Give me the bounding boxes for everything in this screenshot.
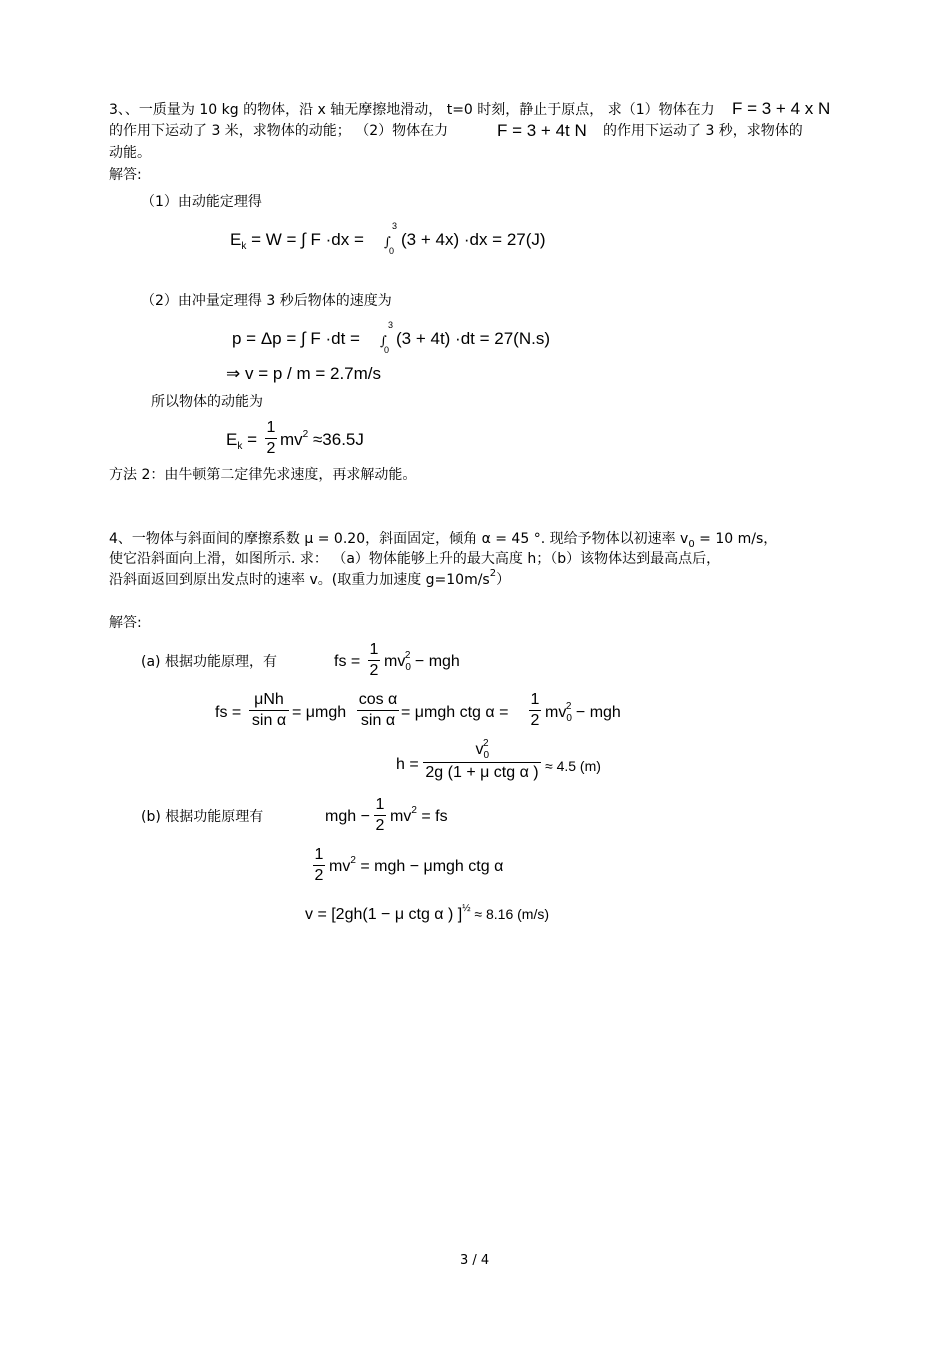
p4-h-result: ≈ 4.5 (m) bbox=[545, 758, 601, 774]
fraction-one-half: 1 2 bbox=[375, 796, 385, 834]
p4-h-lhs: h = bbox=[396, 756, 419, 773]
p4-a-eq2-lhs: fs = bbox=[215, 704, 242, 721]
fraction-cos-over-sin: cos α sin α bbox=[358, 691, 398, 729]
p3-step2: （2）由冲量定理得 3 秒后物体的速度为 bbox=[141, 293, 392, 309]
p4-b-eq1-lhs: mgh − bbox=[325, 808, 370, 825]
p3-line1: 3、、一质量为 10 kg 的物体，沿 x 轴无摩擦地滑动， t=0 时刻，静止于原点， 求（1）物体在力 bbox=[109, 102, 715, 118]
p3-line2: 的作用下运动了 3 米，求物体的动能； （2）物体在力 bbox=[109, 123, 449, 139]
p3-eq2-upper-limit: 3 bbox=[388, 320, 394, 330]
p4-answer-label: 解答: bbox=[109, 615, 142, 631]
p3-method2: 方法 2：由牛顿第二定律先求速度，再求解动能。 bbox=[109, 467, 417, 483]
p4-part-a-label: (a) 根据功能原理，有 bbox=[141, 654, 277, 670]
p3-eq2-lower-limit: 0 bbox=[384, 345, 390, 355]
fraction-h: $v_0^2$ 2g (1 + μ ctg α ) bbox=[423, 740, 541, 783]
p3-eq1-integrand: (3 + 4x) ·dx = 27(J) bbox=[401, 230, 546, 249]
p4-b-eq1-rhs: $mv^2$ = fs bbox=[390, 805, 448, 825]
p4-a-eq1-lhs: fs = bbox=[334, 653, 361, 670]
fraction-one-half: 1 2 bbox=[314, 846, 324, 884]
page-number: 3 / 4 bbox=[460, 1253, 490, 1268]
fraction-one-half: 1 2 bbox=[530, 691, 540, 729]
p4-line3: 沿斜面返回到原出发点时的速率 v。(取重力加速度 $g=10m/s^2$） bbox=[109, 568, 511, 588]
p4-a-eq1-rhs: $mv_0^2$ − mgh bbox=[384, 650, 460, 673]
p3-line3: 动能。 bbox=[109, 145, 151, 161]
p3-eq1-lower-limit: 0 bbox=[389, 246, 395, 256]
p3-eq2: p = Δp = ∫ F ·dt = bbox=[232, 329, 360, 348]
fraction-one-half: 1 2 bbox=[369, 641, 379, 679]
p3-force1: F = 3 + 4 x N bbox=[732, 99, 831, 118]
p3-eq4-lhs: $E_k$ = bbox=[226, 430, 257, 452]
p3-eq3: ⇒ v = p / m = 2.7m/s bbox=[226, 364, 382, 383]
fraction-one-half: 1 2 bbox=[266, 419, 276, 457]
p3-force2: F = 3 + 4t N bbox=[497, 121, 587, 140]
p3-step1: （1）由动能定理得 bbox=[141, 194, 262, 210]
p3-eq1-upper-limit: 3 bbox=[392, 221, 398, 231]
fraction-mu-nh-over-sin: μNh sin α bbox=[249, 690, 289, 731]
p4-a-eq2-mid: = μmgh bbox=[292, 704, 347, 721]
p4-b-eq2: $mv^2$ = mgh − μmgh ctg α bbox=[329, 855, 504, 875]
p4-a-eq2-right: = μmgh ctg α = bbox=[401, 704, 509, 721]
p4-part-b-label: (b) 根据功能原理有 bbox=[141, 809, 264, 825]
integral-sign: ∫ bbox=[380, 334, 387, 349]
p4-line2: 使它沿斜面向上滑，如图所示. 求： （a）物体能够上升的最大高度 h；（b）该物体达到最高点后， bbox=[109, 551, 721, 567]
p3-eq1: $E_k = W$ = ∫ F ·dx = bbox=[230, 230, 364, 252]
p4-a-eq2-end: $mv_0^2$ − mgh bbox=[545, 701, 621, 724]
p3-answer-label: 解答: bbox=[109, 167, 142, 183]
p3-eq2-integrand: (3 + 4t) ·dt = 27(N.s) bbox=[396, 329, 550, 348]
p4-b-eq3: v = [2gh(1 − μ ctg α ) ]$^{\frac{1}{2}}$ ≈ 8.16 (m/s) bbox=[305, 903, 550, 923]
p4-line1: 4、一物体与斜面间的摩擦系数 μ = 0.20，斜面固定，倾角 α = 45 °. 现给予物体以初速率 $v_0 = 10$ m/s， bbox=[109, 531, 778, 550]
integral-sign: ∫ bbox=[384, 235, 391, 250]
p3-step3: 所以物体的动能为 bbox=[151, 394, 263, 410]
p3-eq4-rhs: $mv^2 \approx 36.5J$ bbox=[280, 429, 364, 449]
p3-line2b: 的作用下运动了 3 秒，求物体的 bbox=[603, 123, 803, 139]
